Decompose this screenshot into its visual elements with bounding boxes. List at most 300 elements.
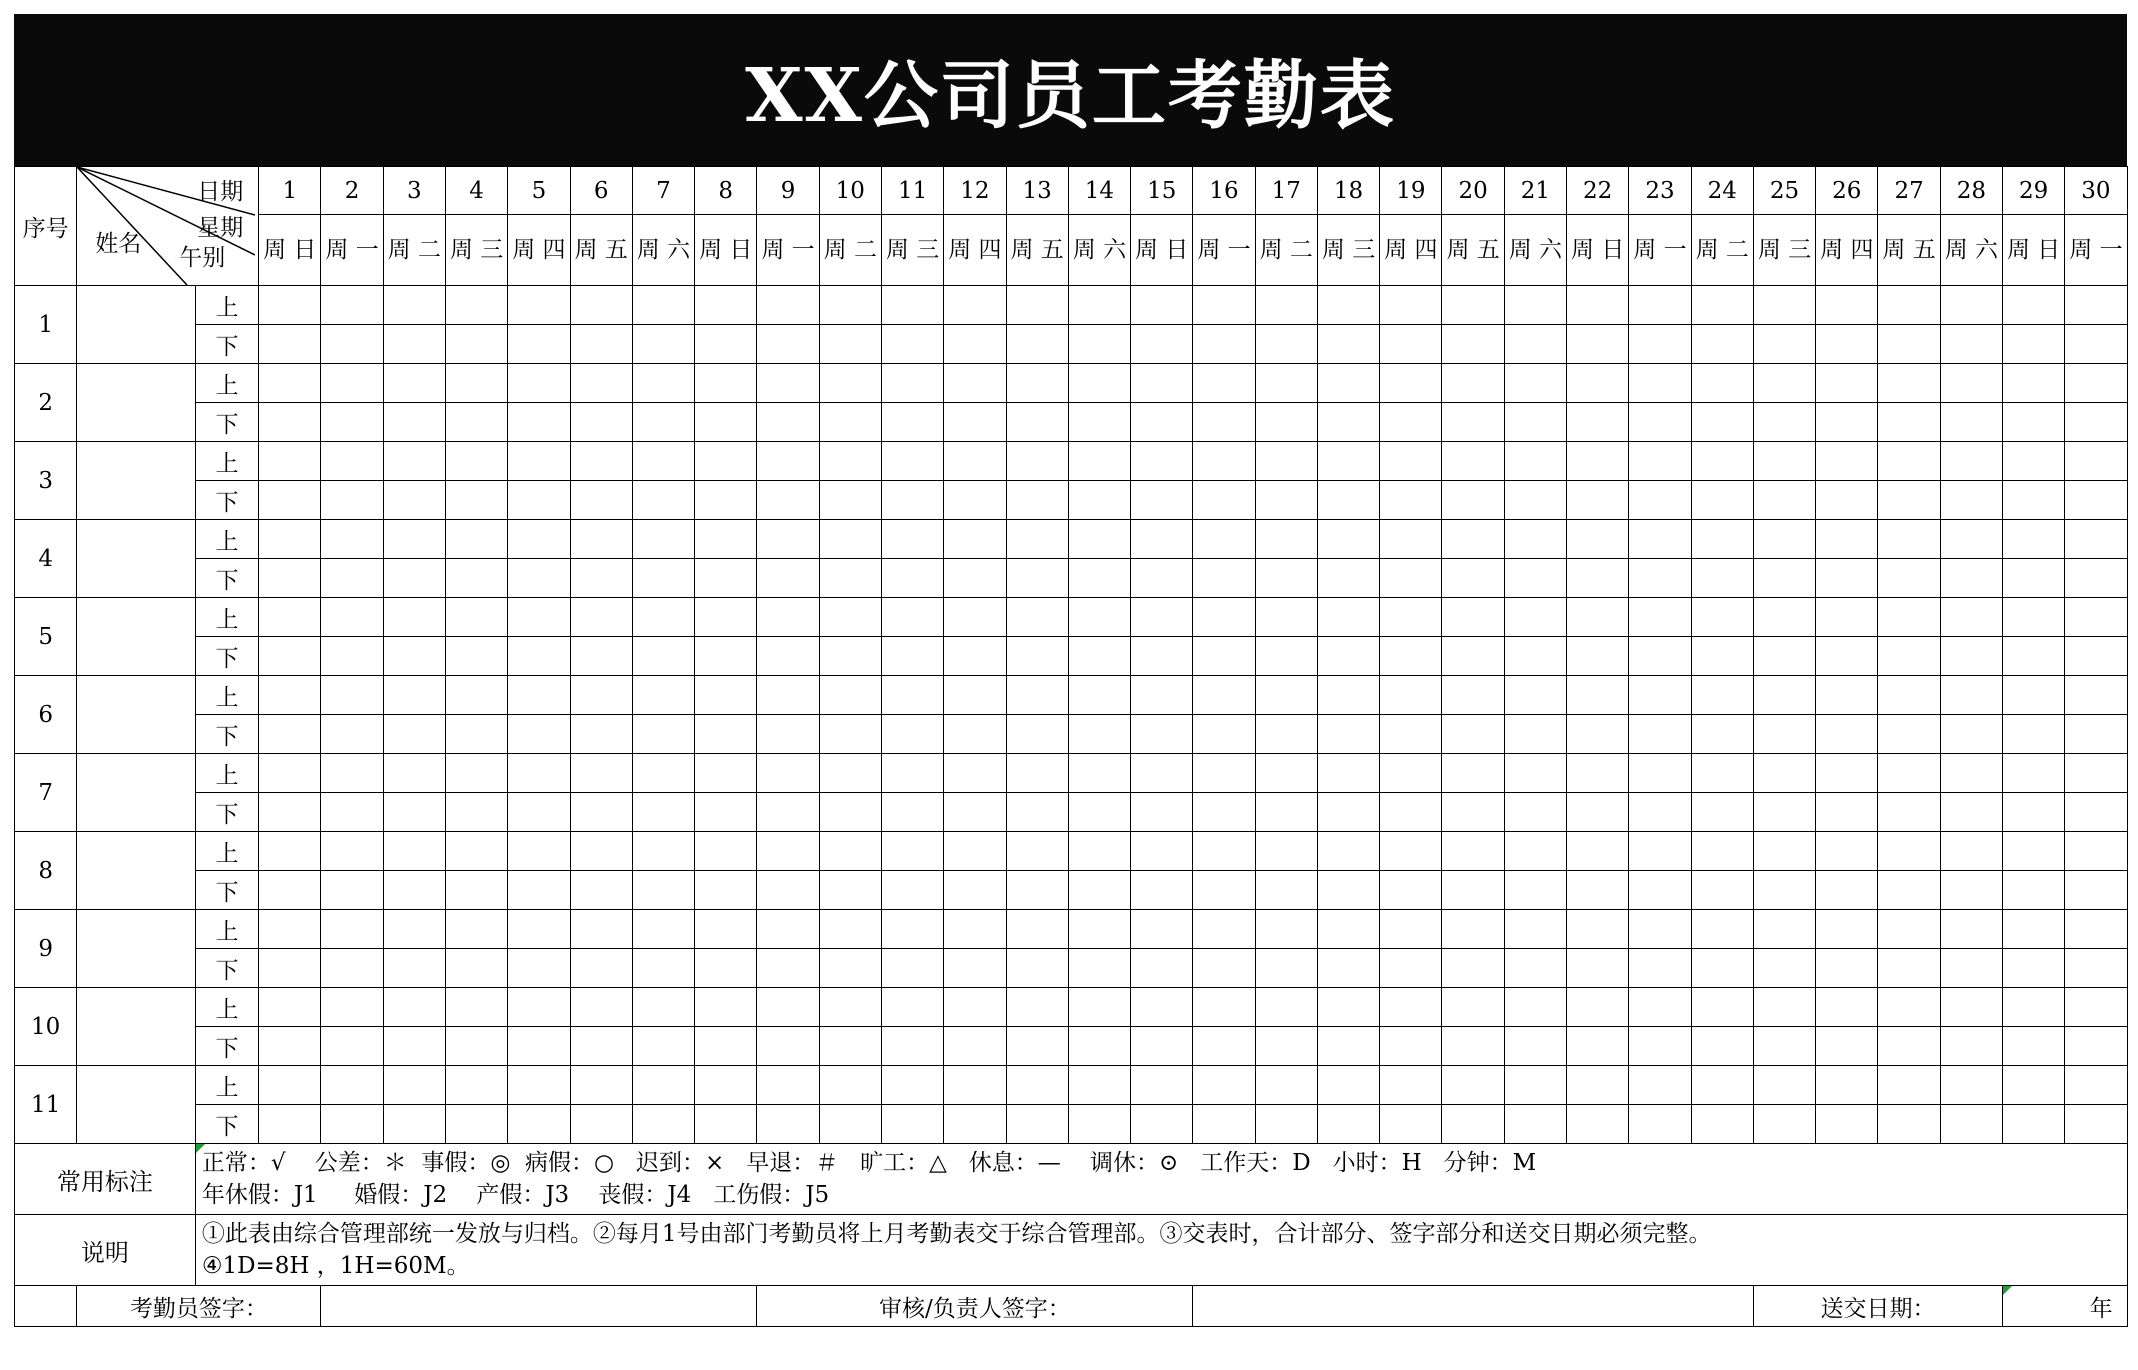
- attendance-cell[interactable]: [383, 559, 445, 598]
- attendance-cell[interactable]: [757, 1066, 819, 1105]
- attendance-cell[interactable]: [1691, 364, 1753, 403]
- attendance-cell[interactable]: [1567, 442, 1629, 481]
- attendance-cell[interactable]: [445, 793, 507, 832]
- attendance-cell[interactable]: [1940, 403, 2002, 442]
- attendance-cell[interactable]: [570, 715, 632, 754]
- attendance-cell[interactable]: [1567, 637, 1629, 676]
- attendance-cell[interactable]: [1940, 598, 2002, 637]
- attendance-cell[interactable]: [1317, 1027, 1379, 1066]
- attendance-cell[interactable]: [1068, 754, 1130, 793]
- attendance-cell[interactable]: [383, 598, 445, 637]
- attendance-cell[interactable]: [1691, 637, 1753, 676]
- attendance-cell[interactable]: [1753, 520, 1815, 559]
- attendance-cell[interactable]: [1068, 988, 1130, 1027]
- attendance-cell[interactable]: [1006, 520, 1068, 559]
- attendance-cell[interactable]: [1380, 754, 1442, 793]
- attendance-cell[interactable]: [1131, 754, 1193, 793]
- attendance-cell[interactable]: [1006, 637, 1068, 676]
- attendance-cell[interactable]: [1567, 520, 1629, 559]
- attendance-cell[interactable]: [695, 325, 757, 364]
- attendance-cell[interactable]: [632, 793, 694, 832]
- attendance-cell[interactable]: [1255, 403, 1317, 442]
- attendance-cell[interactable]: [881, 871, 943, 910]
- attendance-cell[interactable]: [383, 832, 445, 871]
- attendance-cell[interactable]: [1193, 676, 1255, 715]
- attendance-cell[interactable]: [321, 1105, 383, 1144]
- attendance-cell[interactable]: [1629, 1027, 1691, 1066]
- attendance-cell[interactable]: [1317, 637, 1379, 676]
- attendance-cell[interactable]: [819, 1105, 881, 1144]
- attendance-cell[interactable]: [1006, 715, 1068, 754]
- attendance-cell[interactable]: [2065, 910, 2127, 949]
- attendance-cell[interactable]: [1567, 949, 1629, 988]
- attendance-cell[interactable]: [944, 598, 1006, 637]
- attendance-cell[interactable]: [383, 403, 445, 442]
- attendance-cell[interactable]: [1068, 1027, 1130, 1066]
- attendance-cell[interactable]: [1567, 676, 1629, 715]
- attendance-cell[interactable]: [632, 832, 694, 871]
- attendance-cell[interactable]: [757, 442, 819, 481]
- attendance-cell[interactable]: [1380, 949, 1442, 988]
- attendance-cell[interactable]: [1691, 598, 1753, 637]
- attendance-cell[interactable]: [819, 793, 881, 832]
- attendance-cell[interactable]: [570, 832, 632, 871]
- attendance-cell[interactable]: [445, 286, 507, 325]
- attendance-cell[interactable]: [1131, 364, 1193, 403]
- attendance-cell[interactable]: [259, 403, 321, 442]
- attendance-cell[interactable]: [1816, 481, 1878, 520]
- attendance-cell[interactable]: [383, 910, 445, 949]
- attendance-cell[interactable]: [570, 559, 632, 598]
- attendance-cell[interactable]: [508, 754, 570, 793]
- attendance-cell[interactable]: [819, 910, 881, 949]
- attendance-cell[interactable]: [1629, 793, 1691, 832]
- attendance-cell[interactable]: [1131, 598, 1193, 637]
- attendance-cell[interactable]: [1753, 598, 1815, 637]
- attendance-cell[interactable]: [1380, 1105, 1442, 1144]
- attendance-cell[interactable]: [1816, 754, 1878, 793]
- attendance-cell[interactable]: [1380, 325, 1442, 364]
- attendance-cell[interactable]: [1317, 520, 1379, 559]
- attendance-cell[interactable]: [1193, 286, 1255, 325]
- attendance-cell[interactable]: [2065, 949, 2127, 988]
- attendance-cell[interactable]: [1816, 559, 1878, 598]
- attendance-cell[interactable]: [383, 637, 445, 676]
- attendance-cell[interactable]: [1442, 286, 1504, 325]
- attendance-cell[interactable]: [2065, 715, 2127, 754]
- attendance-cell[interactable]: [695, 832, 757, 871]
- attendance-cell[interactable]: [632, 637, 694, 676]
- attendance-cell[interactable]: [445, 910, 507, 949]
- attendance-cell[interactable]: [1691, 1066, 1753, 1105]
- attendance-cell[interactable]: [1131, 637, 1193, 676]
- attendance-cell[interactable]: [695, 871, 757, 910]
- attendance-cell[interactable]: [570, 754, 632, 793]
- attendance-cell[interactable]: [1504, 559, 1566, 598]
- attendance-cell[interactable]: [1131, 949, 1193, 988]
- employee-name-cell[interactable]: [77, 988, 196, 1066]
- attendance-cell[interactable]: [2065, 754, 2127, 793]
- attendance-cell[interactable]: [1504, 403, 1566, 442]
- attendance-cell[interactable]: [1567, 481, 1629, 520]
- attendance-cell[interactable]: [570, 325, 632, 364]
- attendance-cell[interactable]: [695, 481, 757, 520]
- attendance-cell[interactable]: [1317, 1105, 1379, 1144]
- attendance-cell[interactable]: [1317, 559, 1379, 598]
- attendance-cell[interactable]: [259, 364, 321, 403]
- attendance-cell[interactable]: [819, 325, 881, 364]
- attendance-cell[interactable]: [1006, 910, 1068, 949]
- attendance-cell[interactable]: [1753, 559, 1815, 598]
- attendance-cell[interactable]: [445, 1066, 507, 1105]
- attendance-cell[interactable]: [1504, 949, 1566, 988]
- attendance-cell[interactable]: [1380, 832, 1442, 871]
- attendance-cell[interactable]: [2065, 637, 2127, 676]
- attendance-cell[interactable]: [383, 1027, 445, 1066]
- attendance-cell[interactable]: [695, 715, 757, 754]
- attendance-cell[interactable]: [2003, 1066, 2065, 1105]
- attendance-cell[interactable]: [944, 871, 1006, 910]
- attendance-cell[interactable]: [1753, 676, 1815, 715]
- attendance-cell[interactable]: [632, 1027, 694, 1066]
- attendance-cell[interactable]: [1131, 832, 1193, 871]
- attendance-cell[interactable]: [445, 676, 507, 715]
- attendance-cell[interactable]: [695, 1066, 757, 1105]
- attendance-cell[interactable]: [1442, 910, 1504, 949]
- attendance-cell[interactable]: [1816, 442, 1878, 481]
- attendance-cell[interactable]: [321, 988, 383, 1027]
- attendance-cell[interactable]: [881, 481, 943, 520]
- attendance-cell[interactable]: [1380, 364, 1442, 403]
- attendance-cell[interactable]: [819, 988, 881, 1027]
- attendance-cell[interactable]: [1380, 910, 1442, 949]
- attendance-cell[interactable]: [570, 910, 632, 949]
- attendance-cell[interactable]: [944, 637, 1006, 676]
- attendance-cell[interactable]: [1629, 520, 1691, 559]
- attendance-cell[interactable]: [944, 403, 1006, 442]
- attendance-cell[interactable]: [445, 559, 507, 598]
- attendance-cell[interactable]: [1131, 676, 1193, 715]
- attendance-cell[interactable]: [1816, 364, 1878, 403]
- attendance-cell[interactable]: [508, 988, 570, 1027]
- attendance-cell[interactable]: [757, 481, 819, 520]
- attendance-cell[interactable]: [1816, 949, 1878, 988]
- attendance-cell[interactable]: [321, 325, 383, 364]
- clerk-sign-field[interactable]: [321, 1286, 757, 1327]
- attendance-cell[interactable]: [757, 793, 819, 832]
- attendance-cell[interactable]: [2003, 364, 2065, 403]
- attendance-cell[interactable]: [2065, 1027, 2127, 1066]
- attendance-cell[interactable]: [508, 637, 570, 676]
- attendance-cell[interactable]: [2003, 910, 2065, 949]
- attendance-cell[interactable]: [1940, 442, 2002, 481]
- attendance-cell[interactable]: [2065, 325, 2127, 364]
- attendance-cell[interactable]: [1691, 910, 1753, 949]
- attendance-cell[interactable]: [1816, 832, 1878, 871]
- attendance-cell[interactable]: [1006, 754, 1068, 793]
- attendance-cell[interactable]: [632, 871, 694, 910]
- attendance-cell[interactable]: [695, 442, 757, 481]
- attendance-cell[interactable]: [1629, 403, 1691, 442]
- attendance-cell[interactable]: [1317, 598, 1379, 637]
- attendance-cell[interactable]: [819, 442, 881, 481]
- attendance-cell[interactable]: [2003, 520, 2065, 559]
- attendance-cell[interactable]: [1940, 325, 2002, 364]
- attendance-cell[interactable]: [1567, 988, 1629, 1027]
- attendance-cell[interactable]: [1878, 598, 1940, 637]
- attendance-cell[interactable]: [2065, 481, 2127, 520]
- attendance-cell[interactable]: [1878, 520, 1940, 559]
- attendance-cell[interactable]: [1567, 1105, 1629, 1144]
- attendance-cell[interactable]: [632, 715, 694, 754]
- attendance-cell[interactable]: [508, 676, 570, 715]
- attendance-cell[interactable]: [1068, 598, 1130, 637]
- attendance-cell[interactable]: [1629, 676, 1691, 715]
- attendance-cell[interactable]: [695, 676, 757, 715]
- attendance-cell[interactable]: [1504, 481, 1566, 520]
- attendance-cell[interactable]: [1753, 637, 1815, 676]
- attendance-cell[interactable]: [1255, 910, 1317, 949]
- attendance-cell[interactable]: [1317, 949, 1379, 988]
- attendance-cell[interactable]: [1255, 1066, 1317, 1105]
- attendance-cell[interactable]: [508, 286, 570, 325]
- attendance-cell[interactable]: [944, 442, 1006, 481]
- attendance-cell[interactable]: [1629, 598, 1691, 637]
- attendance-cell[interactable]: [1753, 949, 1815, 988]
- attendance-cell[interactable]: [570, 676, 632, 715]
- attendance-cell[interactable]: [1878, 715, 1940, 754]
- attendance-cell[interactable]: [1442, 754, 1504, 793]
- attendance-cell[interactable]: [944, 793, 1006, 832]
- attendance-cell[interactable]: [1878, 949, 1940, 988]
- attendance-cell[interactable]: [1691, 832, 1753, 871]
- attendance-cell[interactable]: [1878, 637, 1940, 676]
- attendance-cell[interactable]: [1691, 442, 1753, 481]
- employee-name-cell[interactable]: [77, 442, 196, 520]
- attendance-cell[interactable]: [1629, 871, 1691, 910]
- attendance-cell[interactable]: [695, 988, 757, 1027]
- attendance-cell[interactable]: [1753, 871, 1815, 910]
- attendance-cell[interactable]: [1317, 403, 1379, 442]
- attendance-cell[interactable]: [259, 910, 321, 949]
- attendance-cell[interactable]: [881, 598, 943, 637]
- attendance-cell[interactable]: [1504, 715, 1566, 754]
- attendance-cell[interactable]: [383, 286, 445, 325]
- attendance-cell[interactable]: [1317, 676, 1379, 715]
- attendance-cell[interactable]: [1131, 1027, 1193, 1066]
- attendance-cell[interactable]: [1317, 1066, 1379, 1105]
- attendance-cell[interactable]: [1878, 403, 1940, 442]
- attendance-cell[interactable]: [2065, 871, 2127, 910]
- attendance-cell[interactable]: [819, 949, 881, 988]
- attendance-cell[interactable]: [757, 949, 819, 988]
- attendance-cell[interactable]: [1567, 1027, 1629, 1066]
- attendance-cell[interactable]: [383, 949, 445, 988]
- attendance-cell[interactable]: [321, 442, 383, 481]
- attendance-cell[interactable]: [321, 637, 383, 676]
- attendance-cell[interactable]: [881, 1105, 943, 1144]
- employee-name-cell[interactable]: [77, 754, 196, 832]
- attendance-cell[interactable]: [570, 481, 632, 520]
- attendance-cell[interactable]: [508, 715, 570, 754]
- attendance-cell[interactable]: [1504, 754, 1566, 793]
- attendance-cell[interactable]: [1380, 481, 1442, 520]
- attendance-cell[interactable]: [1504, 325, 1566, 364]
- attendance-cell[interactable]: [321, 1066, 383, 1105]
- attendance-cell[interactable]: [445, 1105, 507, 1144]
- attendance-cell[interactable]: [508, 442, 570, 481]
- attendance-cell[interactable]: [1255, 520, 1317, 559]
- attendance-cell[interactable]: [321, 871, 383, 910]
- attendance-cell[interactable]: [1442, 325, 1504, 364]
- attendance-cell[interactable]: [1380, 559, 1442, 598]
- attendance-cell[interactable]: [1442, 988, 1504, 1027]
- attendance-cell[interactable]: [1317, 988, 1379, 1027]
- attendance-cell[interactable]: [632, 754, 694, 793]
- attendance-cell[interactable]: [2003, 1027, 2065, 1066]
- attendance-cell[interactable]: [757, 598, 819, 637]
- attendance-cell[interactable]: [2065, 403, 2127, 442]
- attendance-cell[interactable]: [2003, 949, 2065, 988]
- reviewer-sign-field[interactable]: [1193, 1286, 1754, 1327]
- attendance-cell[interactable]: [383, 754, 445, 793]
- attendance-cell[interactable]: [1504, 637, 1566, 676]
- attendance-cell[interactable]: [1131, 286, 1193, 325]
- attendance-cell[interactable]: [1317, 793, 1379, 832]
- attendance-cell[interactable]: [1567, 364, 1629, 403]
- attendance-cell[interactable]: [1567, 598, 1629, 637]
- attendance-cell[interactable]: [1068, 481, 1130, 520]
- attendance-cell[interactable]: [757, 910, 819, 949]
- attendance-cell[interactable]: [1816, 598, 1878, 637]
- attendance-cell[interactable]: [445, 442, 507, 481]
- attendance-cell[interactable]: [570, 988, 632, 1027]
- attendance-cell[interactable]: [2003, 403, 2065, 442]
- attendance-cell[interactable]: [321, 598, 383, 637]
- attendance-cell[interactable]: [1629, 910, 1691, 949]
- attendance-cell[interactable]: [1691, 871, 1753, 910]
- attendance-cell[interactable]: [445, 715, 507, 754]
- attendance-cell[interactable]: [259, 1105, 321, 1144]
- attendance-cell[interactable]: [259, 988, 321, 1027]
- attendance-cell[interactable]: [445, 832, 507, 871]
- attendance-cell[interactable]: [1068, 1066, 1130, 1105]
- attendance-cell[interactable]: [1504, 871, 1566, 910]
- employee-name-cell[interactable]: [77, 286, 196, 364]
- attendance-cell[interactable]: [2003, 988, 2065, 1027]
- attendance-cell[interactable]: [1940, 559, 2002, 598]
- attendance-cell[interactable]: [944, 832, 1006, 871]
- attendance-cell[interactable]: [1442, 442, 1504, 481]
- attendance-cell[interactable]: [1068, 910, 1130, 949]
- attendance-cell[interactable]: [570, 520, 632, 559]
- attendance-cell[interactable]: [1816, 520, 1878, 559]
- attendance-cell[interactable]: [259, 676, 321, 715]
- attendance-cell[interactable]: [259, 871, 321, 910]
- attendance-cell[interactable]: [383, 793, 445, 832]
- attendance-cell[interactable]: [944, 910, 1006, 949]
- attendance-cell[interactable]: [1940, 1105, 2002, 1144]
- attendance-cell[interactable]: [259, 286, 321, 325]
- attendance-cell[interactable]: [1193, 832, 1255, 871]
- attendance-cell[interactable]: [508, 1105, 570, 1144]
- attendance-cell[interactable]: [383, 676, 445, 715]
- attendance-cell[interactable]: [321, 715, 383, 754]
- attendance-cell[interactable]: [1317, 364, 1379, 403]
- attendance-cell[interactable]: [1504, 442, 1566, 481]
- attendance-cell[interactable]: [881, 325, 943, 364]
- attendance-cell[interactable]: [1940, 286, 2002, 325]
- attendance-cell[interactable]: [508, 481, 570, 520]
- attendance-cell[interactable]: [1131, 442, 1193, 481]
- attendance-cell[interactable]: [695, 910, 757, 949]
- attendance-cell[interactable]: [1131, 403, 1193, 442]
- employee-name-cell[interactable]: [77, 598, 196, 676]
- attendance-cell[interactable]: [695, 520, 757, 559]
- attendance-cell[interactable]: [757, 1105, 819, 1144]
- attendance-cell[interactable]: [1006, 1105, 1068, 1144]
- attendance-cell[interactable]: [819, 598, 881, 637]
- attendance-cell[interactable]: [1380, 988, 1442, 1027]
- attendance-cell[interactable]: [2065, 598, 2127, 637]
- attendance-cell[interactable]: [1878, 325, 1940, 364]
- attendance-cell[interactable]: [1878, 559, 1940, 598]
- attendance-cell[interactable]: [1193, 1105, 1255, 1144]
- attendance-cell[interactable]: [632, 481, 694, 520]
- attendance-cell[interactable]: [695, 1027, 757, 1066]
- attendance-cell[interactable]: [632, 949, 694, 988]
- attendance-cell[interactable]: [1878, 754, 1940, 793]
- attendance-cell[interactable]: [757, 832, 819, 871]
- attendance-cell[interactable]: [1753, 793, 1815, 832]
- attendance-cell[interactable]: [1006, 676, 1068, 715]
- attendance-cell[interactable]: [2065, 793, 2127, 832]
- attendance-cell[interactable]: [259, 754, 321, 793]
- attendance-cell[interactable]: [1193, 1066, 1255, 1105]
- attendance-cell[interactable]: [259, 832, 321, 871]
- attendance-cell[interactable]: [632, 364, 694, 403]
- attendance-cell[interactable]: [570, 1105, 632, 1144]
- attendance-cell[interactable]: [1006, 364, 1068, 403]
- attendance-cell[interactable]: [695, 637, 757, 676]
- attendance-cell[interactable]: [570, 949, 632, 988]
- attendance-cell[interactable]: [695, 559, 757, 598]
- attendance-cell[interactable]: [1878, 988, 1940, 1027]
- attendance-cell[interactable]: [1753, 403, 1815, 442]
- attendance-cell[interactable]: [1442, 793, 1504, 832]
- attendance-cell[interactable]: [757, 325, 819, 364]
- attendance-cell[interactable]: [383, 988, 445, 1027]
- attendance-cell[interactable]: [1442, 637, 1504, 676]
- attendance-cell[interactable]: [1131, 520, 1193, 559]
- attendance-cell[interactable]: [1006, 1027, 1068, 1066]
- attendance-cell[interactable]: [1255, 481, 1317, 520]
- attendance-cell[interactable]: [1816, 793, 1878, 832]
- attendance-cell[interactable]: [1255, 832, 1317, 871]
- attendance-cell[interactable]: [632, 442, 694, 481]
- attendance-cell[interactable]: [1816, 286, 1878, 325]
- attendance-cell[interactable]: [1504, 364, 1566, 403]
- attendance-cell[interactable]: [1131, 910, 1193, 949]
- attendance-cell[interactable]: [1691, 286, 1753, 325]
- attendance-cell[interactable]: [1317, 325, 1379, 364]
- attendance-cell[interactable]: [321, 1027, 383, 1066]
- attendance-cell[interactable]: [1753, 481, 1815, 520]
- attendance-cell[interactable]: [757, 520, 819, 559]
- attendance-cell[interactable]: [508, 1027, 570, 1066]
- attendance-cell[interactable]: [383, 715, 445, 754]
- attendance-cell[interactable]: [1691, 676, 1753, 715]
